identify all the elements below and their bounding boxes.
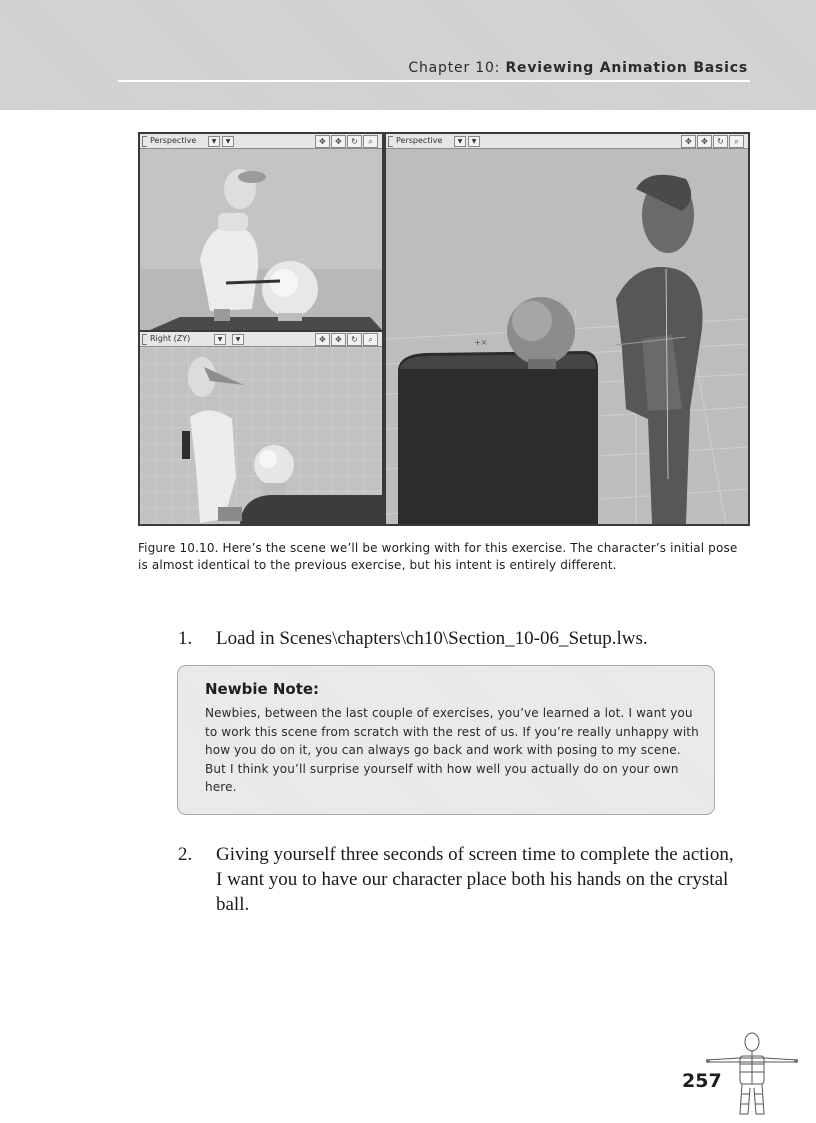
viewport-toolbar bbox=[386, 134, 748, 149]
figure-screenshot bbox=[138, 132, 750, 526]
step-text: Giving yourself three seconds of screen time to complete the action, I want you to have our character place both his hands on the crystal ball. bbox=[216, 844, 734, 915]
viewport-view-label: Right (ZY) bbox=[150, 334, 191, 343]
viewport-bracket-icon bbox=[388, 136, 393, 147]
zoom-view-icon: ⌕ bbox=[363, 135, 378, 148]
note-title: Newbie Note: bbox=[205, 680, 320, 698]
rotate-view-icon: ↻ bbox=[713, 135, 728, 148]
move-view-alt-icon: ✥ bbox=[331, 333, 346, 346]
move-view-icon: ✥ bbox=[315, 135, 330, 148]
page-number: 257 bbox=[682, 1070, 722, 1092]
viewport-tool-icons bbox=[681, 135, 744, 148]
viewport-bracket-icon bbox=[142, 334, 147, 345]
rotate-view-icon: ↻ bbox=[347, 135, 362, 148]
viewport-bracket-icon bbox=[142, 136, 147, 147]
chapter-title bbox=[408, 60, 748, 76]
figure-caption: Figure 10.10. Here’s the scene we’ll be working with for this exercise. The character’s initial pose is almost identical to the previous exercise, but his intent is entirely different. bbox=[138, 541, 738, 572]
right-view-scene-art bbox=[140, 347, 382, 524]
move-view-icon: ✥ bbox=[681, 135, 696, 148]
viewport-canvas bbox=[386, 149, 748, 524]
viewport-perspective-large bbox=[386, 134, 748, 524]
view-dropdown-icon: ▼ bbox=[454, 136, 466, 147]
viewport-tool-icons bbox=[315, 135, 378, 148]
perspective-scene-art bbox=[140, 149, 382, 330]
viewport-canvas bbox=[140, 149, 382, 330]
wireframe-character-icon bbox=[700, 1030, 804, 1116]
viewport-perspective-small bbox=[140, 134, 382, 330]
page-header bbox=[0, 0, 816, 110]
newbie-note-box bbox=[177, 665, 715, 815]
zoom-view-icon: ⌕ bbox=[363, 333, 378, 346]
chapter-name: Reviewing Animation Basics bbox=[505, 60, 748, 76]
chapter-label: Chapter 10: bbox=[408, 60, 506, 76]
move-view-icon: ✥ bbox=[315, 333, 330, 346]
mode-dropdown-icon: ▼ bbox=[222, 136, 234, 147]
step-2 bbox=[178, 842, 738, 917]
rotate-view-icon: ↻ bbox=[347, 333, 362, 346]
svg-text:+×: +× bbox=[474, 338, 488, 347]
viewport-toolbar bbox=[140, 332, 382, 347]
viewport-view-label: Perspective bbox=[150, 136, 197, 145]
move-view-alt-icon: ✥ bbox=[697, 135, 712, 148]
viewport-right-zy bbox=[140, 332, 382, 524]
view-dropdown-icon: ▼ bbox=[214, 334, 226, 345]
large-perspective-scene-art bbox=[386, 149, 748, 524]
header-rule bbox=[118, 80, 750, 82]
viewport-view-label: Perspective bbox=[396, 136, 443, 145]
step-number: 2. bbox=[178, 844, 193, 865]
viewport-canvas bbox=[140, 347, 382, 524]
mode-dropdown-icon: ▼ bbox=[232, 334, 244, 345]
mode-dropdown-icon: ▼ bbox=[468, 136, 480, 147]
move-view-alt-icon: ✥ bbox=[331, 135, 346, 148]
step-1 bbox=[178, 626, 738, 651]
viewport-toolbar bbox=[140, 134, 382, 149]
step-number: 1. bbox=[178, 628, 193, 649]
view-dropdown-icon: ▼ bbox=[208, 136, 220, 147]
step-text: Load in Scenes\chapters\ch10\Section_10-06_Setup.lws. bbox=[216, 628, 648, 649]
zoom-view-icon: ⌕ bbox=[729, 135, 744, 148]
viewport-tool-icons bbox=[315, 333, 378, 346]
note-body: Newbies, between the last couple of exercises, you’ve learned a lot. I want you to work this scene from scratch with the rest of us. If you’re really unhappy with how you do on it, you can always go back and work with posing to my scene. But I think you’ll surprise yourself with how well you actually do on your own here. bbox=[205, 706, 699, 794]
